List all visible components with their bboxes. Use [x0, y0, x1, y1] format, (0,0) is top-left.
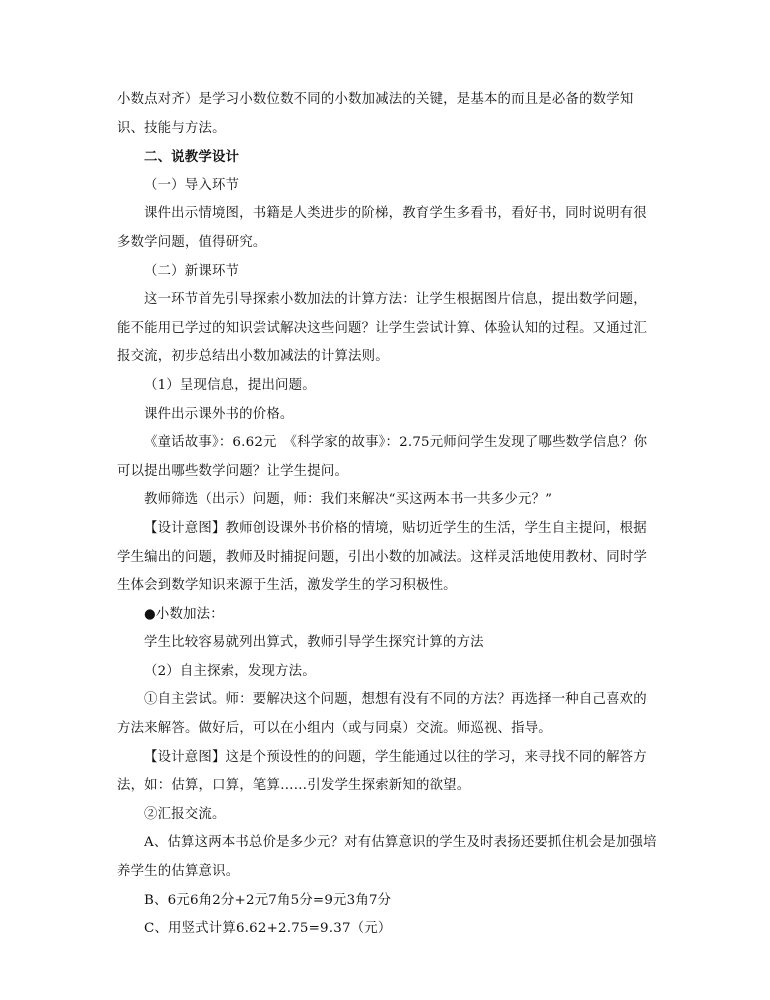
- subheading-intro: （一）导入环节: [144, 177, 240, 193]
- document-page: [117, 86, 657, 944]
- paragraph-design-intent-1: 【设计意图】教师创设课外书价格的情境，贴切近学生的生活，学生自主提问，根据学生编出的问题，教师及时捕捉问题，引出小数的加减法。这样灵活地使用教材、同时学生体会到数学知识来源于生活，激发学生的学习积极性。: [117, 520, 648, 594]
- paragraph-option-c: C、用竖式计算6.62+2.75=9.37（元）: [144, 921, 392, 937]
- step-present-info: （1）呈现信息，提出问题。: [144, 377, 316, 393]
- step-self-explore: （2）自主探索，发现方法。: [144, 663, 316, 679]
- paragraph-new-lesson: 这一环节首先引导探索小数加法的计算方法：让学生根据图片信息，提出数学问题，能不能用已学过的知识尝试解决这些问题？让学生尝试计算、体验认知的过程。又通过汇报交流，初步总结出小数加减法的计算法则。: [117, 292, 648, 365]
- paragraph-students-list-formula: 学生比较容易就列出算式，教师引导学生探究计算的方法: [144, 635, 484, 651]
- subheading-new-lesson: （二）新课环节: [144, 263, 240, 279]
- paragraph-design-intent-2: 【设计意图】这是个预设性的的问题，学生能通过以往的学习，来寻找不同的解答方法，如：估算，口算，笔算……引发学生探索新知的欲望。: [117, 749, 647, 794]
- bullet-decimal-addition: ●小数加法：: [144, 606, 224, 622]
- paragraph-teacher-select: 教师筛选（出示）问题，师：我们来解决“买这两本书一共多少元？”: [144, 492, 553, 508]
- paragraph-option-b: B、6元6角2分+2元7角5分=9元3角7分: [144, 892, 392, 908]
- section-heading-teaching-design: 二、说教学设计: [144, 149, 240, 166]
- paragraph-report-exchange: ②汇报交流。: [144, 806, 226, 822]
- paragraph-continuation: 小数点对齐）是学习小数位数不同的小数加减法的关键，是基本的而且是必备的数学知识、技能与方法。: [117, 92, 634, 136]
- paragraph-book-prices: 《童话故事》：6.62元 《科学家的故事》：2.75元师问学生发现了哪些数学信息？你可以提出哪些数学问题？让学生提问。: [117, 435, 648, 479]
- paragraph-book-prices-intro: 课件出示课外书的价格。: [144, 406, 294, 422]
- paragraph-intro: 课件出示情境图，书籍是人类进步的阶梯，教育学生多看书，看好书，同时说明有很多数学问题，值得研究。: [117, 206, 647, 250]
- paragraph-option-a: A、估算这两本书总价是多少元？对有估算意识的学生及时表扬还要抓住机会是加强培养学生的估算意识。: [117, 835, 657, 880]
- paragraph-self-try: ①自主尝试。师：要解决这个问题，想想有没有不同的方法？再选择一种自己喜欢的方法来解答。做好后，可以在小组内（或与同桌）交流。师巡视、指导。: [117, 692, 647, 737]
